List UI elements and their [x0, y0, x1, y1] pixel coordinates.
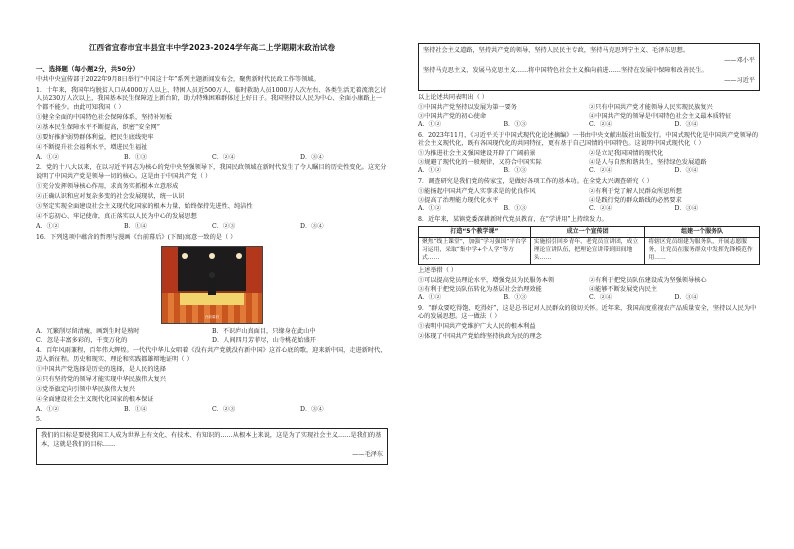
option-row — [418, 113, 760, 122]
question-stem: 6．2023年11月，《习近平关于中国式现代化论述摘编》一书由中央文献出版社出版发行。中国式现代化是中国共产党领导的社会主义现代化，既有各国现代化的共同特征，更有基于自己国情的中国特色。这说明中国式现代化（ ） — [418, 131, 759, 148]
choice-c: C．②④ — [589, 205, 613, 213]
quote-box-right — [418, 43, 760, 91]
option-row — [418, 277, 760, 286]
question-5 — [36, 416, 388, 464]
option-line: ②有利于党了解人民群众所思所想 — [589, 188, 682, 196]
right-column — [418, 40, 760, 343]
choice-d: D．③④ — [300, 153, 324, 161]
option-line: ①为推进社会主义强国建设开辟了广阔前景 — [418, 150, 536, 158]
choice-b: B．①③ — [503, 167, 527, 175]
question-16 — [36, 234, 388, 346]
question-5-continued — [418, 94, 760, 130]
question-stem: 2．党的十八大以来，在以习近平同志为核心的党中央坚强领导下，我国民政领域在新时代发生了令人瞩目的历史性变化。这充分说明了中国共产党是领导一切的核心。这是由于中国共产党（ ） — [36, 164, 387, 181]
choice-a: A．①② — [418, 167, 442, 175]
choice-d: D．③④ — [674, 167, 699, 175]
option-line: ④全面建设社会主义现代化国家的根本保证 — [36, 395, 154, 403]
quote-source: ——习近平 — [724, 76, 755, 84]
answer-choices — [418, 167, 760, 176]
choice-c: C．②④ — [589, 167, 613, 175]
option-line: ②只有坚持党的领导才能实现中华民族伟大复兴 — [36, 375, 166, 383]
option-line: ④是践行党的群众路线的必然要求 — [589, 196, 682, 204]
quote-box-left — [36, 428, 388, 465]
choice-d: D．③④ — [300, 405, 324, 413]
option-line: ④能够不断发展党内民主 — [589, 285, 658, 293]
question-7 — [418, 178, 760, 214]
question-stem: 7．调查研究是我们党的传家宝，是做好各项工作的基本功。在全党大兴调查研究（ ） — [418, 178, 653, 186]
option-line: ④不断提升社会福利水平，增进民生福祉 — [36, 143, 148, 151]
option-line: ①能扬起中国共产党人实事求是的优良作风 — [418, 188, 536, 196]
table-cell: 将辖区党员组建为服务队，开展志愿服务，让党员在服务群众中发挥先锋模范作用…… — [645, 238, 760, 265]
option-row — [418, 197, 760, 206]
option-line: ③党举旗定向引领中华民族伟大复兴 — [36, 385, 135, 393]
question-stem: 16．下列选项中蕴含的哲理与漫画《台前幕后》(下图)寓意一致的是（ ） — [36, 233, 237, 241]
choice-d: D．③④ — [674, 294, 699, 302]
question-6 — [418, 132, 760, 176]
quote-text: 我们的目标是要使我国工人成为世界上有文化、有技术、有知识的……从根本上来说，这是为了实现社会主义……是我们的基本，这就是我们的目标…… — [41, 432, 382, 448]
question-stem: 以上论述共同表明出（ ） — [418, 93, 489, 101]
stage-cartoon-image — [161, 246, 263, 324]
option-line: ④不忘初心、牢记使命，真正落实以人民为中心的发展思想 — [36, 213, 197, 221]
choice-a: A．①② — [418, 121, 442, 129]
option-line: ②只有中国共产党才能领导人民实现民族复兴 — [589, 103, 713, 111]
question-2 — [36, 164, 388, 231]
answer-choices — [418, 205, 760, 214]
answer-choices — [36, 406, 388, 415]
question-4 — [36, 347, 388, 414]
option-line: ③有利于把党员队伍转化为基层社会治理效能 — [418, 285, 542, 293]
table-row — [419, 238, 760, 265]
question-stem: 8．近年来，某镇党委深耕新时代党员教育，在“学讲用”上持续发力。 — [418, 215, 608, 223]
option-line: ③要好推护弱势群体利益，把民生底线兜牢 — [36, 133, 154, 141]
option-line: ②基本民生保障水平不断提高，织密“安全网” — [36, 123, 160, 131]
performer-figure — [208, 277, 216, 295]
choice-b: B．①③ — [503, 121, 527, 129]
section-heading: 一、选择题（每小题2分，共50分） — [36, 64, 139, 73]
answer-choices-row — [36, 328, 388, 337]
table-cell: 聚焦“线上课堂”，加强“学习强国”平台学习运用，采取“集中学+个人学”等方式…… — [419, 238, 531, 265]
option-row — [418, 286, 760, 295]
cartoon-caption: 台前幕后 — [204, 314, 220, 319]
option-line: ①充分发挥领导核心作用，求真务实抓根本立意形成 — [36, 183, 179, 191]
choice-b: B．①③ — [503, 205, 527, 213]
question-9 — [418, 305, 760, 342]
option-line: ①中国共产党坚持以发展为第一要务 — [418, 103, 517, 111]
option-line: ①可以提高党员理论水平，增强党员为民服务本领 — [418, 277, 555, 285]
option-line: ②是立足我国国情的现代化 — [589, 150, 664, 158]
quote-source: ——邓小平 — [724, 56, 755, 64]
option-line: ④中国共产党的领导是中国特色社会主义最本质特征 — [589, 112, 732, 120]
choice-a: A．冗繁削尽留清瘦，画到生时是熟时 — [36, 328, 140, 336]
option-line: ①健全全面的中国特色社会保障体系，坚持补短板 — [36, 113, 173, 121]
table-header: 组建一个服务队 — [645, 227, 760, 238]
choice-d: D．人间四月芳菲尽，山寺桃花始盛开 — [212, 336, 316, 344]
choice-c: C．②③ — [212, 223, 236, 230]
section-intro: 中共中央宣传部于2022年9月8日举行“中国这十年”系列主题新闻发布会，聚焦新时代民政工作等领域。 — [36, 76, 320, 84]
exam-title: 江西省宜春市宜丰县宜丰中学2023-2024学年高二上学期期末政治试卷 — [88, 43, 336, 52]
option-line: ③中国共产党的初心使命 — [418, 112, 487, 120]
answer-choices — [418, 121, 760, 130]
table-cell: 实施招引回乡青年、老党员宣讲团，成立理论宣讲队伍，把理论宣讲带到田间地头…… — [530, 238, 645, 265]
choice-d: D．③④ — [674, 205, 699, 213]
choice-a: A．①② — [36, 153, 60, 161]
choice-c: C．忽是丰富多彩的，千变万化的 — [36, 336, 128, 344]
choice-b: B．①③ — [503, 294, 527, 302]
question-1 — [36, 87, 388, 163]
choice-a: A．①② — [418, 205, 442, 213]
option-line: ②正确认识和应对复杂多变的社会发展现状，统一认识 — [36, 193, 185, 201]
option-line: ②有利于把党员队伍建设成为坚强领导核心 — [589, 277, 707, 285]
choice-d: D．③④ — [674, 121, 699, 129]
table-header-row — [419, 227, 760, 238]
option-line: ④是人与自然和谐共生，坚持绿色发展道路 — [589, 158, 707, 166]
quote-text: 坚持马克思主义、发展马克思主义……将中国特色社会主义推向前进……坚持在发展中保障和改善民生。 — [423, 66, 708, 74]
choice-c: C．②③ — [212, 405, 236, 413]
question-number: 5． — [36, 416, 47, 424]
choice-c: C．②④ — [589, 294, 613, 302]
option-line: ③坚定实现全面建设社会主义现代化国家的根本力量，始终保持先进性、纯洁性 — [36, 203, 253, 211]
choice-a: A．①② — [418, 294, 442, 302]
option-row — [418, 104, 760, 113]
quote-text: 坚持社会主义道路，坚持共产党的领导，坚持人民民主专政，坚持马克思列宁主义、毛泽东思想。 — [423, 47, 690, 54]
option-line: ①表明中国共产党维护广大人民的根本利益 — [418, 323, 536, 331]
question-stem: 9．“群众要吃得饱、吃得好”，这是总书记对人民群众的殷切关怀。近年来，我国高度重视农产品质量安全，坚持以人民为中心的发展思想。这一做法（ ） — [418, 304, 757, 321]
cartoon-wrap — [36, 246, 388, 324]
option-row — [418, 150, 760, 159]
answer-choices-row — [36, 337, 388, 346]
measures-table — [418, 226, 760, 265]
option-row — [418, 188, 760, 197]
choice-a: A．①② — [36, 405, 60, 413]
table-header: 成立一个宣传团 — [530, 227, 645, 238]
choice-b: B．①③ — [124, 153, 148, 161]
choice-a: A．①② — [36, 223, 60, 230]
choice-b: B．不识庐山真面目，只缘身在此山中 — [212, 328, 316, 336]
answer-choices — [36, 154, 388, 163]
quote-source: ——毛泽东 — [352, 450, 383, 458]
question-follow: 上述举措（ ） — [418, 267, 458, 275]
answer-choices — [418, 294, 760, 303]
option-line: ①中国共产党选择是历史的选择，是人民的选择 — [36, 365, 166, 373]
question-stem: 4．百年风雨兼程，百年伟大辉煌。一代代中华儿女唱着《没有共产党就没有新中国》这首心底的歌，迎来新中国，走进新时代，迈入新征程。历史和现实、理论和实践都雄辩地证明（ ） — [36, 347, 387, 363]
option-line: ③规避了现代化的一般规律，又符合中国实际 — [418, 158, 542, 166]
option-line: ②体现了中国共产党始终坚持执政为民的理念 — [418, 333, 542, 341]
answer-choices — [36, 223, 388, 232]
choice-b: B．①④ — [124, 405, 148, 413]
question-8 — [418, 216, 760, 303]
choice-d: D．③④ — [300, 223, 324, 230]
choice-c: C．②④ — [589, 121, 613, 129]
choice-c: C．②④ — [212, 153, 236, 161]
left-column — [36, 30, 388, 468]
choice-b: B．①④ — [124, 223, 148, 230]
option-line: ③提高了治理能力现代化水平 — [418, 196, 499, 204]
question-stem: 1．十年来，我国年均脱贫人口从4000万人以上、特困人员近500万人、临时救助人员1000万人次左右、各类生活无着流浪乞讨人员230万人次以上，我国基本民生保障迈上新台阶，助力特殊困难群体过上好日子。我国坚持以人民为中心、全面小康路上一个都不能少。由此可知我国（ ） — [36, 86, 387, 111]
table-header: 打造“5个教学课” — [419, 227, 531, 238]
